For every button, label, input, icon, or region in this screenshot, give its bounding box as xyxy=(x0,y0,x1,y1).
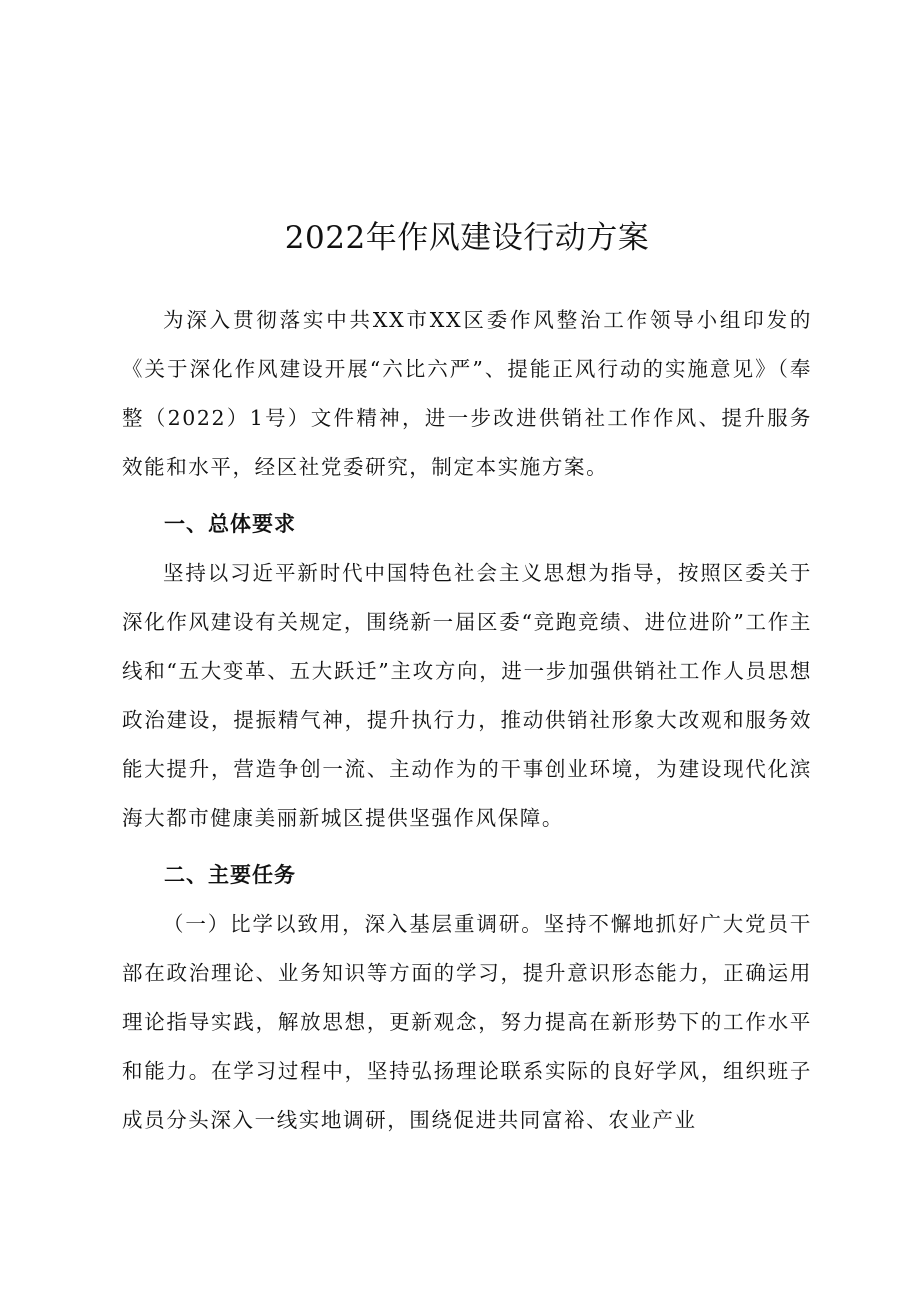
spacer xyxy=(122,843,812,851)
section-heading-main-tasks: 二、主要任务 xyxy=(164,863,296,887)
general-requirements-paragraph: 坚持以习近平新时代中国特色社会主义思想为指导，按照区委关于深化作风建设有关规定，围绕新一届区委“竞跑竞绩、进位进阶”工作主线和“五大变革、五大跃迁”主攻方向，进一步加强供销社工作人员思想政治建设，提振精气神，提升执行力，推动供销社形象大改观和服务效能大提升，营造争创一流、主动作为的干事创业环境，为建设现代化滨海大都市健康美丽新城区提供坚强作风保障。 xyxy=(122,561,812,830)
section-heading-general-requirements: 一、总体要求 xyxy=(164,512,296,536)
section-main-tasks xyxy=(122,851,812,1145)
document-title: 2022年作风建设行动方案 xyxy=(284,220,650,256)
document-content xyxy=(122,214,812,1145)
title-block xyxy=(122,214,812,262)
intro-paragraph: 为深入贯彻落实中共XX市XX区委作风整治工作领导小组印发的《关于深化作风建设开展“六比六严”、提能正风行动的实施意见》（奉整（2022）1号）文件精神，进一步改进供销社工作作风、提升服务效能和水平，经区社党委研究，制定本实施方案。 xyxy=(122,308,812,479)
section-general-requirements xyxy=(122,500,812,843)
spacer xyxy=(122,492,812,500)
main-tasks-paragraph: （一）比学以致用，深入基层重调研。坚持不懈地抓好广大党员干部在政治理论、业务知识等方面的学习，提升意识形态能力，正确运用理论指导实践，解放思想，更新观念，努力提高在新形势下的工作水平和能力。在学习过程中，坚持弘扬理论联系实际的良好学风，组织班子成员分头深入一线实地调研，围绕促进共同富裕、农业产业 xyxy=(122,912,812,1132)
